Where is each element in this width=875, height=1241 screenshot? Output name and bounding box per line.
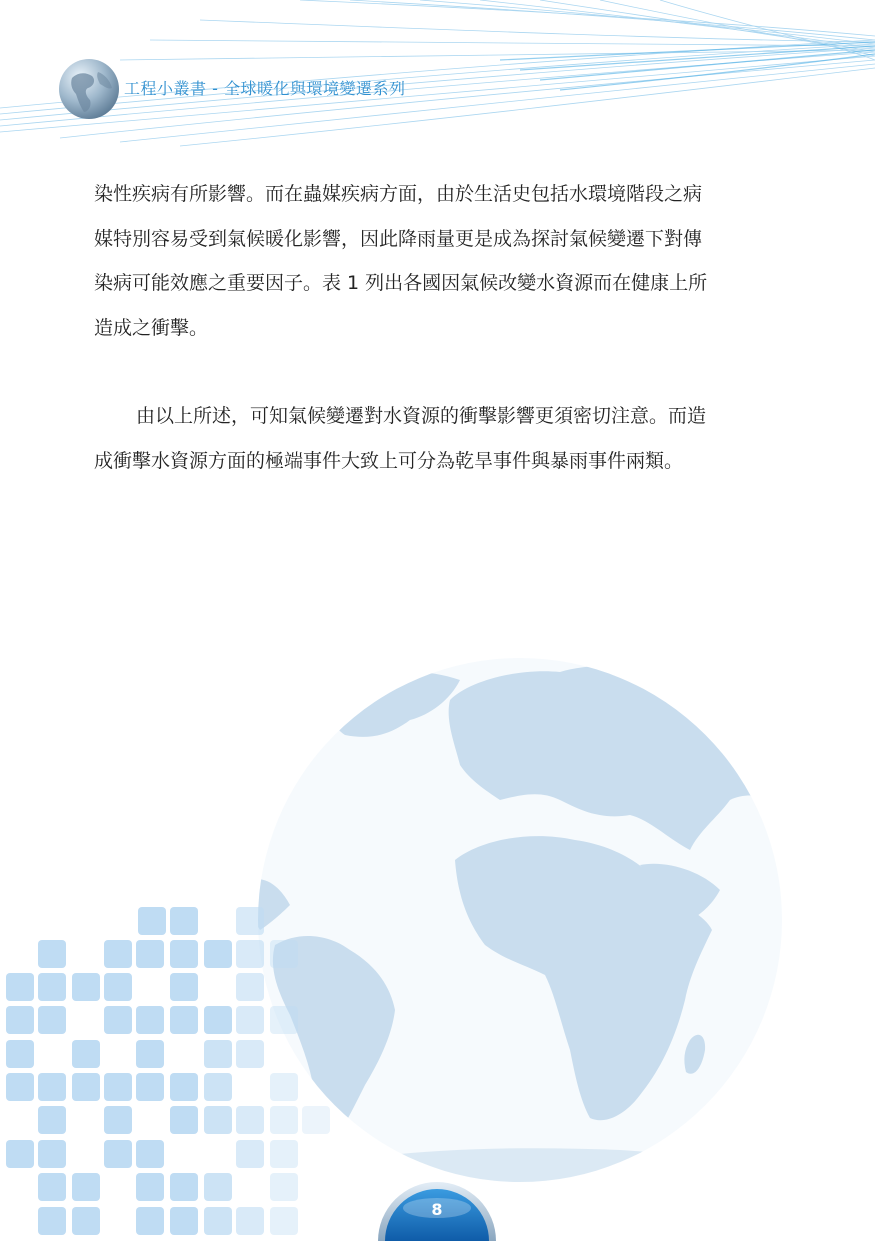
text-line: 染性疾病有所影響。而在蟲媒疾病方面，由於生活史包括水環境階段之病 <box>94 183 703 205</box>
page-number: 8 <box>431 1200 443 1219</box>
text-line: 媒特別容易受到氣候暖化影響，因此降雨量更是成為探討氣候變遷下對傳 <box>94 227 703 250</box>
paragraph-gap <box>94 350 794 394</box>
text-line: 染病可能效應之重要因子。表 1 列出各國因氣候改變水資源而在健康上所 <box>94 272 708 294</box>
paragraph <box>94 394 794 483</box>
text-line: 成衝擊水資源方面的極端事件大致上可分為乾旱事件與暴雨事件兩類。 <box>94 449 684 472</box>
header-decoration <box>0 0 875 150</box>
text-line: 由以上所述，可知氣候變遷對水資源的衝擊影響更須密切注意。而造 <box>136 405 707 427</box>
paragraph <box>94 172 794 350</box>
text-line: 造成之衝擊。 <box>94 316 209 339</box>
body-text <box>94 172 794 483</box>
globe-decoration <box>0 560 875 1241</box>
series-title: 工程小叢書 - 全球暖化與環境變遷系列 <box>124 79 406 98</box>
globe-icon <box>58 58 120 120</box>
